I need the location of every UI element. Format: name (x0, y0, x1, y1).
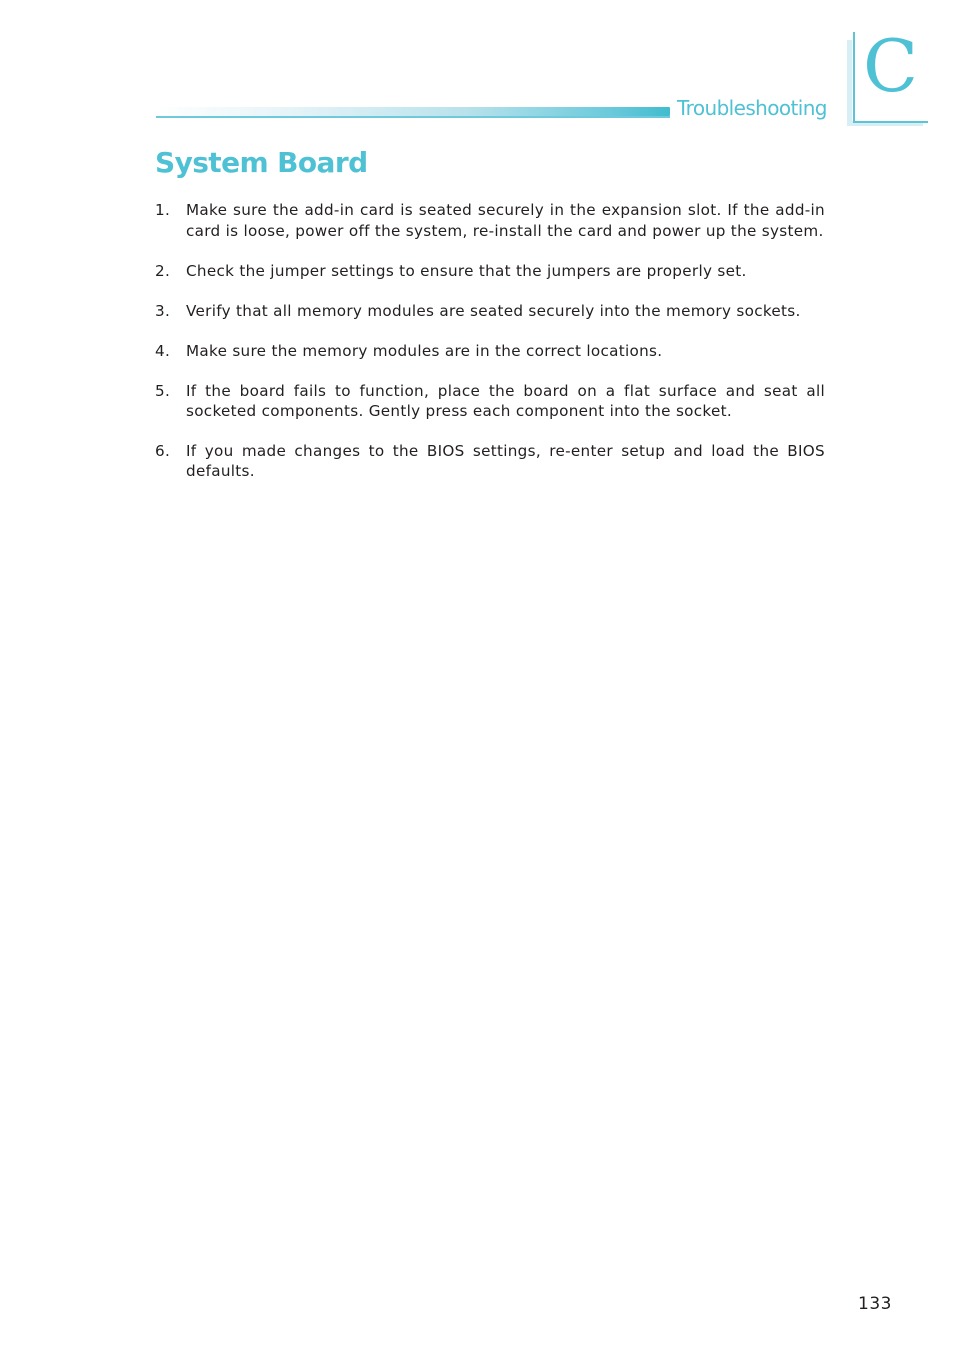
header-rule (156, 107, 670, 119)
step-text: Check the jumper settings to ensure that the jumpers are properly set. (186, 262, 747, 280)
step-text: If the board fails to function, place the board on a flat surface and seat all socketed components. Gently press each component into the socket. (186, 381, 825, 420)
list-item (155, 261, 825, 282)
chapter-tab-horizontal-line (853, 121, 928, 123)
step-number: 3. (155, 301, 171, 320)
page-number: 133 (858, 1294, 892, 1314)
list-item (155, 381, 825, 422)
list-item (155, 441, 825, 482)
step-number: 4. (155, 342, 171, 360)
chapter-tab-shade-left (847, 40, 852, 126)
step-number: 6. (155, 441, 171, 460)
steps-list (155, 200, 825, 482)
header-gradient-bar (156, 107, 670, 116)
step-text: If you made changes to the BIOS settings, re-enter setup and load the BIOS defaults. (186, 441, 825, 480)
chapter-letter: C (863, 24, 919, 108)
step-number: 1. (155, 201, 171, 219)
chapter-title: Troubleshooting (677, 96, 827, 120)
step-text: Verify that all memory modules are seated securely into the memory sockets. (186, 301, 801, 320)
chapter-tab-vertical-line (853, 32, 855, 123)
list-item (155, 341, 825, 362)
list-item (155, 301, 825, 322)
step-text: Make sure the memory modules are in the correct locations. (186, 342, 663, 360)
step-text: Make sure the add-in card is seated securely in the expansion slot. If the add-in card is loose, power off the system, re-install the card and power up the system. (186, 201, 825, 240)
step-number: 5. (155, 381, 171, 400)
header-underline (156, 116, 670, 118)
chapter-tab (847, 24, 928, 126)
step-number: 2. (155, 262, 171, 280)
list-item (155, 200, 825, 241)
section-title: System Board (155, 146, 368, 179)
